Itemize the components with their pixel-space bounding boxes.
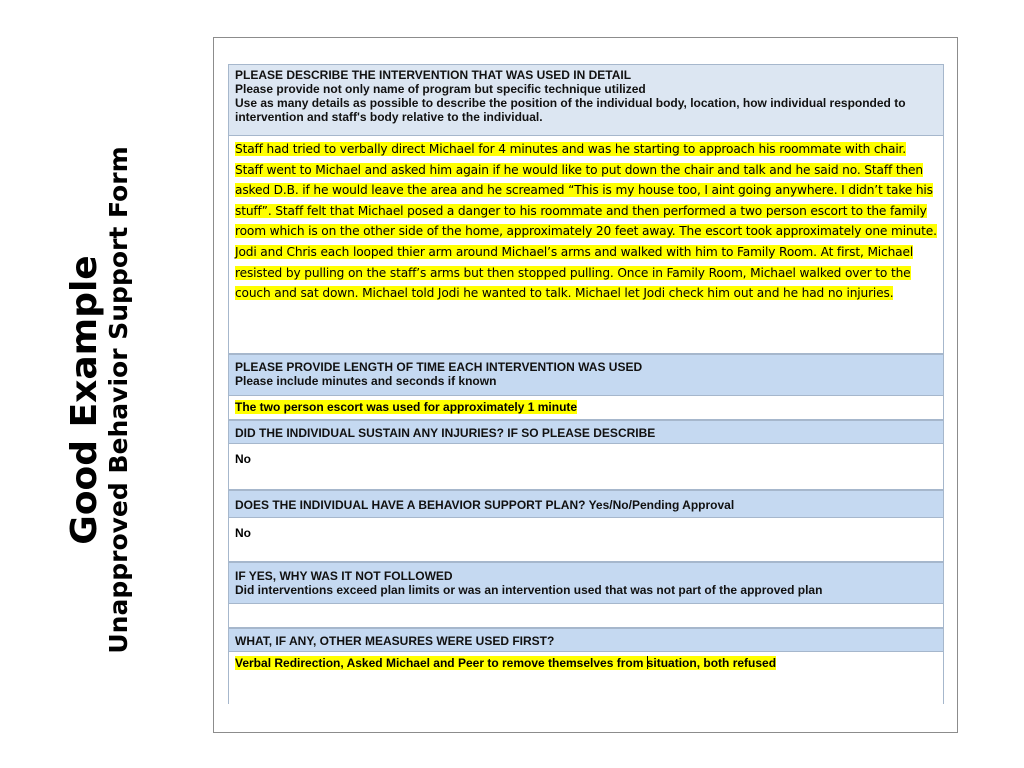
answer-text: No	[235, 526, 251, 540]
answer-text: Staff had tried to verbally direct Michael for 4 minutes and was he starting to approach his roommate with chair. Staff went to Michael and asked him again if he would like to put down the chair and talk and he said no. Staff then asked D.B. if he would leave the area and he screamed “This is my house too, I aint going anywhere. I didn’t take his stuff”. Staff felt that Michael posed a danger to his roommate and then performed a two person escort to the family room which is on the other side of the home, approximately 20 feet away. The escort took approximately one minute. Jodi and Chris each looped thier arm around Michael’s arms and walked with him to Family Room. At first, Michael resisted by pulling on the staff’s arms but then stopped pulling. Once in Family Room, Michael walked over to the couch and sat down. Michael told Jodi he wanted to talk. Michael let Jodi check him out and he had no injuries.	[235, 142, 937, 301]
question-title: DID THE INDIVIDUAL SUSTAIN ANY INJURIES? IF SO PLEASE DESCRIBE	[235, 426, 656, 440]
answer-text: The two person escort was used for approximately 1 minute	[235, 400, 578, 414]
behavior-support-form	[228, 64, 944, 704]
answer-text: No	[235, 452, 251, 466]
question-instruction: Please provide not only name of program but specific technique utilized	[235, 82, 646, 96]
answer-field-intervention-length[interactable]	[228, 396, 944, 420]
question-instruction: Use as many details as possible to describe the position of the individual body, location, how individual responded to intervention and staff's body relative to the individual.	[235, 96, 906, 124]
answer-field-other-measures[interactable]	[228, 652, 944, 704]
answer-field-injuries[interactable]	[228, 444, 944, 490]
question-header-other-measures	[228, 628, 944, 652]
question-header-injuries	[228, 420, 944, 444]
slide-title: Good Example	[63, 255, 105, 545]
question-title: PLEASE DESCRIBE THE INTERVENTION THAT WAS USED IN DETAIL	[235, 68, 632, 82]
answer-field-intervention-detail[interactable]	[228, 136, 944, 354]
question-header-intervention-detail	[228, 64, 944, 136]
question-title: PLEASE PROVIDE LENGTH OF TIME EACH INTERVENTION WAS USED	[235, 360, 643, 374]
question-instruction: Please include minutes and seconds if known	[235, 374, 497, 388]
question-header-support-plan	[228, 490, 944, 518]
slide-subtitle: Unapproved Behavior Support Form	[104, 146, 134, 654]
question-title: DOES THE INDIVIDUAL HAVE A BEHAVIOR SUPPORT PLAN? Yes/No/Pending Approval	[235, 498, 735, 512]
question-header-plan-not-followed	[228, 562, 944, 604]
answer-field-support-plan[interactable]	[228, 518, 944, 562]
question-title: IF YES, WHY WAS IT NOT FOLLOWED	[235, 569, 453, 583]
slide-title-block	[44, 60, 154, 740]
answer-text: Verbal Redirection, Asked Michael and Peer to remove themselves from situation, both refused	[235, 656, 777, 670]
question-instruction: Did interventions exceed plan limits or was an intervention used that was not part of the approved plan	[235, 583, 823, 597]
answer-field-plan-not-followed[interactable]	[228, 604, 944, 628]
question-title: WHAT, IF ANY, OTHER MEASURES WERE USED FIRST?	[235, 634, 555, 648]
question-header-intervention-length	[228, 354, 944, 396]
